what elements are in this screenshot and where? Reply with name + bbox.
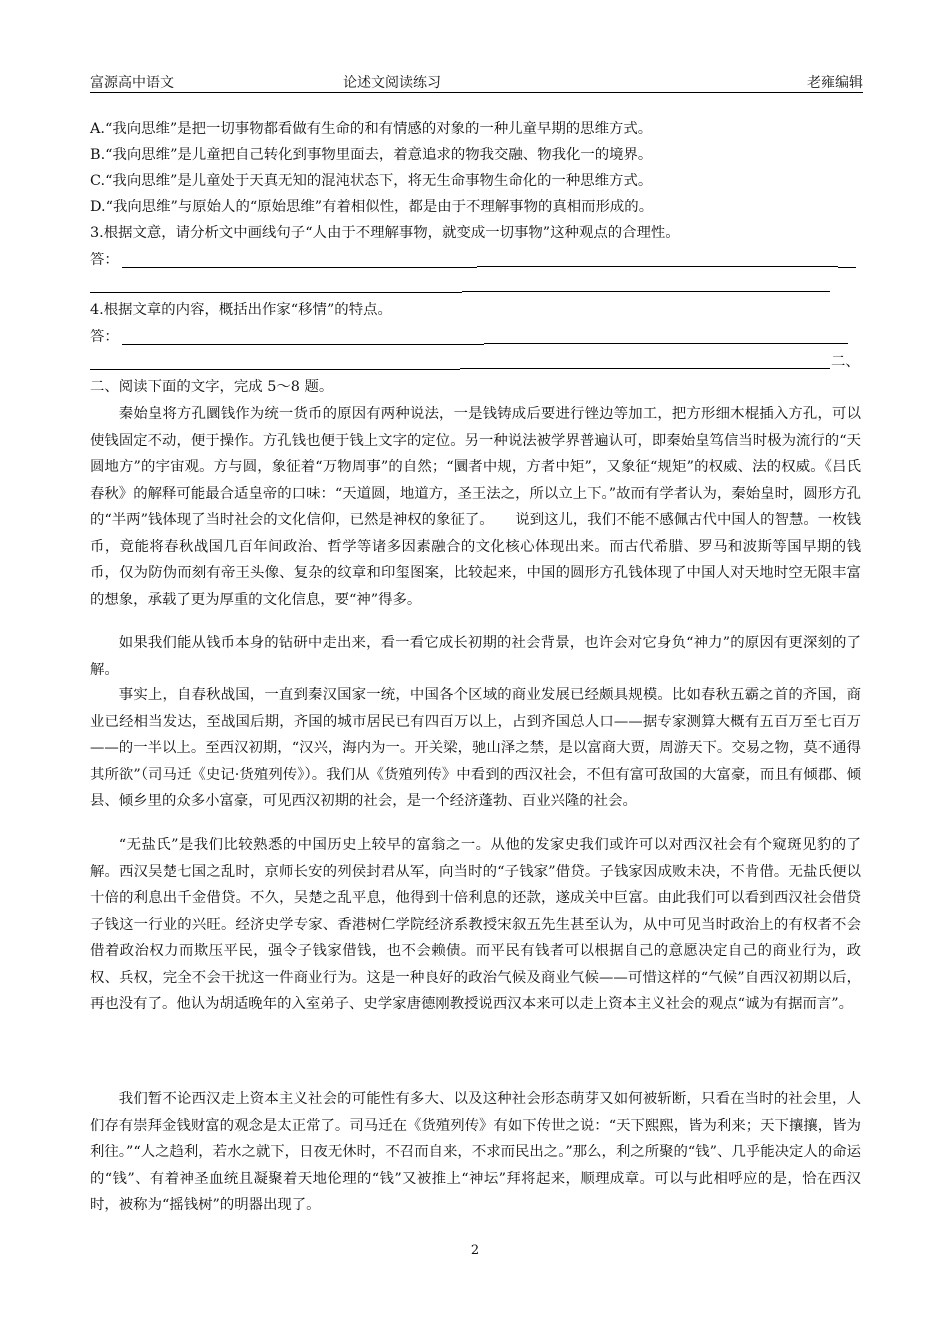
- question-3: 3.根据文意，请分析文中画线句子“人由于不理解事物，就变成一切事物”这种观点的合理性。: [90, 225, 680, 241]
- answer-line-q4-a[interactable]: [122, 344, 484, 345]
- passage-paragraph-3: 事实上，自春秋战国，一直到秦汉国家一统，中国各个区域的商业发展已经颇具规模。比如春秋五霸之首的齐国，商业已经相当发达，至战国后期，齐国的城市居民已有四百万以上，占到齐国总人口——据专家测算大概有五百万至七百万——的一半以上。至西汉初期，“汉兴，海内为一。开关梁，驰山泽之禁，是以富商大贾，周游天下。交易之物，莫不通得其所欲”（司马迁《史记·货殖列传》）。我们从《货殖列传》中看到的西汉社会，不但有富可敌国的大富豪，而且有倾郡、倾县、倾乡里的众多小富豪，可见西汉初期的社会，是一个经济蓬勃、百业兴隆的社会。: [90, 687, 861, 809]
- page-number: 2: [470, 1243, 480, 1258]
- option-c: C.“我向思维”是儿童处于天真无知的混沌状态下，将无生命事物生命化的一种思维方式。: [90, 173, 653, 189]
- passage-paragraph-4: “无盐氏”是我们比较熟悉的中国历史上较早的富翁之一。从他的发家史我们或许可以对西汉社会有个窥斑见豹的了解。西汉吴楚七国之乱时，京师长安的列侯封君从军，向当时的“子钱家”借贷。子钱家因成败未决，不肯借。无盐氏便以十倍的利息出千金借贷。不久，吴楚之乱平息，他得到十倍利息的还款，遂成关中巨富。由此我们可以看到西汉社会借贷子钱这一行业的兴旺。经济史学专家、香港树仁学院经济系教授宋叙五先生甚至认为，从中可见当时政治上的有权者不会借着政治权力而欺压平民，强令子钱家借钱，也不会赖债。而平民有钱者可以根据自己的意愿决定自己的商业行为，政权、兵权，完全不会干扰这一件商业行为。这是一种良好的政治气候及商业气候——可惜这样的“气候”自西汉初期以后，再也没有了。他认为胡适晚年的入室弟子、史学家唐德刚教授说西汉本来可以走上资本主义社会的观点“诚为有据而言”。: [90, 837, 861, 1012]
- answer-line-q3-c[interactable]: [838, 267, 856, 268]
- passage-paragraph-5: 我们暂不论西汉走上资本主义社会的可能性有多大、以及这种社会形态萌芽又如何被斩断，只看在当时的社会里，人们存有崇拜金钱财富的观念是太正常了。司马迁在《货殖列传》有如下传世之说：“天下熙熙，皆为利来；天下攘攘，皆为利往。”“人之趋利，若水之就下，日夜无休时，不召而自来，不求而民出之。”那么，利之所聚的“钱”、几乎能决定人的命运的“钱”、有着神圣血统且凝聚着天地伦理的“钱”又被推上“神坛”拜将起来，顺理成章。可以与此相呼应的是，恰在西汉时，被称为“摇钱树”的明器出现了。: [90, 1091, 861, 1213]
- answer-line-q3-b[interactable]: [477, 266, 838, 267]
- answer-line-q3-a[interactable]: [122, 267, 477, 268]
- section-title: 二、阅读下面的文字，完成 5～8 题。: [90, 379, 334, 395]
- answer-line-q3-e[interactable]: [462, 291, 830, 292]
- passage-paragraph-2: 如果我们能从钱币本身的钻研中走出来，看一看它成长初期的社会背景，也许会对它身负“神力”的原因有更深刻的了解。: [90, 635, 861, 678]
- stray-section-mark: 二、: [831, 354, 860, 370]
- page-header: [90, 70, 863, 93]
- passage-paragraph-1: 秦始皇将方孔圜钱作为统一货币的原因有两种说法，一是钱铸成后要进行锉边等加工，把方形细木棍插入方孔，可以使钱固定不动，便于操作。方孔钱也便于钱上文字的定位。另一种说法被学界普遍认可，即秦始皇笃信当时极为流行的“天圆地方”的宇宙观。方与圆，象征着“万物周事”的自然；“圜者中规，方者中矩”，又象征“规矩”的权威、法的权威。《吕氏春秋》的解释可能最合适皇帝的口味：“天道圆，地道方，圣王法之，所以立上下。”故而有学者认为，秦始皇时，圆形方孔的“半两”钱体现了当时社会的文化信仰，已然是神权的象征了。 说到这儿，我们不能不感佩古代中国人的智慧。一枚钱币，竟能将春秋战国几百年间政治、哲学等诸多因素融合的文化核心体现出来。而古代希腊、罗马和波斯等国早期的钱币，仅为防伪而刻有帝王头像、复杂的纹章和印玺图案，比较起来，中国的圆形方孔钱体现了中国人对天地时空无限丰富的想象，承载了更为厚重的文化信息，要“神”得多。: [90, 406, 861, 608]
- header-school: 富源高中语文: [90, 75, 174, 91]
- option-a: A.“我向思维”是把一切事物都看做有生命的和有情感的对象的一种儿童早期的思维方式。: [90, 121, 653, 137]
- answer-line-q4-d[interactable]: [460, 368, 830, 369]
- question-4: 4.根据文章的内容，概括出作家“移情”的特点。: [90, 302, 392, 318]
- answer-line-q4-c[interactable]: [90, 369, 460, 370]
- option-d: D.“我向思维”与原始人的“原始思维”有着相似性，都是由于不理解事物的真相而形成的。: [90, 199, 654, 215]
- header-title: 论述文阅读练习: [343, 75, 441, 91]
- answer-line-q4-b[interactable]: [484, 343, 848, 344]
- answer-line-q3-d[interactable]: [90, 292, 462, 293]
- answer-label-q4: 答：: [90, 329, 119, 345]
- answer-label-q3: 答：: [90, 252, 119, 268]
- option-b: B.“我向思维”是儿童把自己转化到事物里面去，着意追求的物我交融、物我化一的境界。: [90, 147, 653, 163]
- header-editor: 老雍编辑: [807, 75, 863, 91]
